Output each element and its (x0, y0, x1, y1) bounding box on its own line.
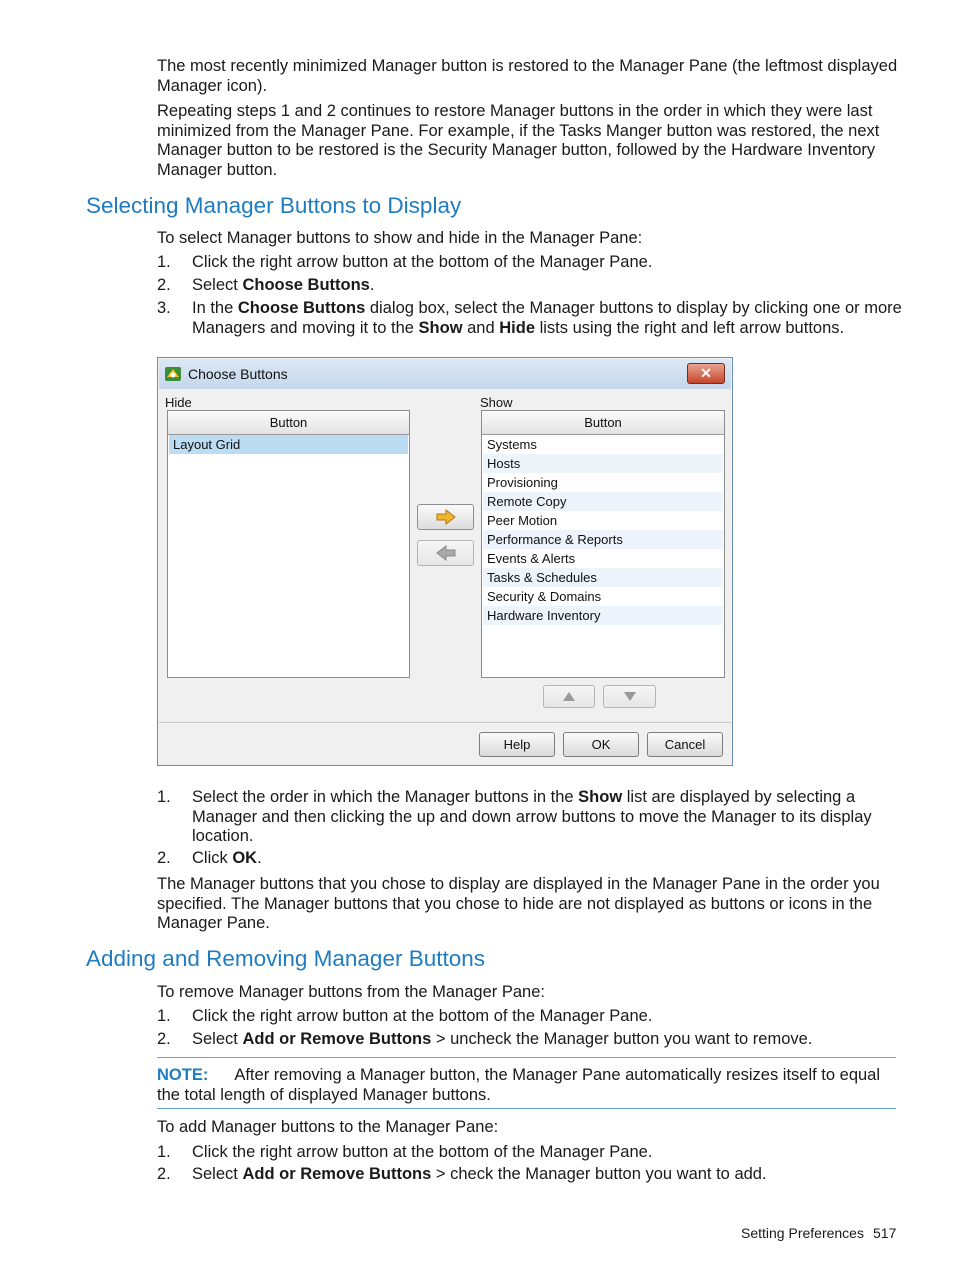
arrow-left-icon (435, 545, 457, 561)
section2-lead: To remove Manager buttons from the Manager Pane: (157, 983, 545, 1001)
list-item[interactable]: Security & Domains (487, 589, 602, 604)
ok-button[interactable]: OK (563, 732, 639, 757)
move-left-button[interactable] (417, 540, 474, 566)
note-box (157, 1066, 897, 1105)
help-button[interactable]: Help (479, 732, 555, 757)
dialog-title: Choose Buttons (188, 366, 288, 382)
section1-closing: The Manager buttons that you chose to display are displayed in the Manager Pane in the order you specified. The Manager buttons that you chose to hide are not displayed as buttons or icons in the Manager Pane. (157, 875, 880, 932)
cancel-button[interactable]: Cancel (647, 732, 723, 757)
app-icon (164, 365, 182, 383)
list-item[interactable]: Hosts (483, 454, 723, 473)
intro-paragraph-1: The most recently minimized Manager button is restored to the Manager Pane (the leftmost displayed Manager icon). (157, 57, 898, 95)
show-label: Show (480, 395, 513, 410)
page-number: 517 (873, 1225, 897, 1241)
arrow-up-icon (562, 690, 576, 702)
hide-column-header[interactable]: Button (168, 411, 409, 435)
list-item[interactable]: Events & Alerts (487, 551, 576, 566)
section2-lead-2: To add Manager buttons to the Manager Pane: (157, 1118, 499, 1136)
note-rule-bottom (157, 1108, 896, 1109)
list-item[interactable]: Hardware Inventory (483, 606, 723, 625)
list-item[interactable]: Peer Motion (487, 513, 558, 528)
section-heading-adding: Adding and Removing Manager Buttons (86, 946, 486, 971)
move-down-button[interactable] (603, 685, 656, 708)
section1-lead: To select Manager buttons to show and hide in the Manager Pane: (157, 229, 643, 247)
arrow-down-icon (623, 691, 637, 703)
list-item[interactable]: Tasks & Schedules (483, 568, 723, 587)
note-label: NOTE: (157, 1066, 209, 1084)
dialog-title-bar (159, 359, 731, 389)
hide-list[interactable] (167, 410, 410, 678)
arrow-right-icon (435, 509, 457, 525)
section-heading-selecting: Selecting Manager Buttons to Display (86, 193, 462, 218)
list-item[interactable]: Provisioning (487, 475, 558, 490)
move-right-button[interactable] (417, 504, 474, 530)
footer-section-title: Setting Preferences (741, 1225, 864, 1241)
list-item[interactable]: Performance & Reports (483, 530, 723, 549)
list-item[interactable]: Remote Copy (483, 492, 723, 511)
intro-paragraph-2: Repeating steps 1 and 2 continues to restore Manager buttons in the order in which they were last minimized from the Manager Pane. For example, if the Tasks Manger button was restored, the next Manager button to be restored is the Security Manager button, followed by the Hardware Inventory Manager button. (157, 102, 880, 179)
dialog-separator (159, 722, 731, 723)
note-text: After removing a Manager button, the Manager Pane automatically resizes itself to equal the total length of displayed Manager buttons. (157, 1066, 881, 1104)
move-up-button[interactable] (543, 685, 595, 708)
close-button[interactable]: ✕ (687, 363, 725, 384)
list-item[interactable]: Systems (487, 437, 537, 452)
show-column-header[interactable]: Button (482, 411, 724, 435)
choose-buttons-dialog (157, 357, 733, 766)
list-item[interactable]: Layout Grid (169, 435, 408, 454)
show-list[interactable] (481, 410, 725, 678)
note-rule-top (157, 1057, 896, 1058)
hide-label: Hide (165, 395, 192, 410)
